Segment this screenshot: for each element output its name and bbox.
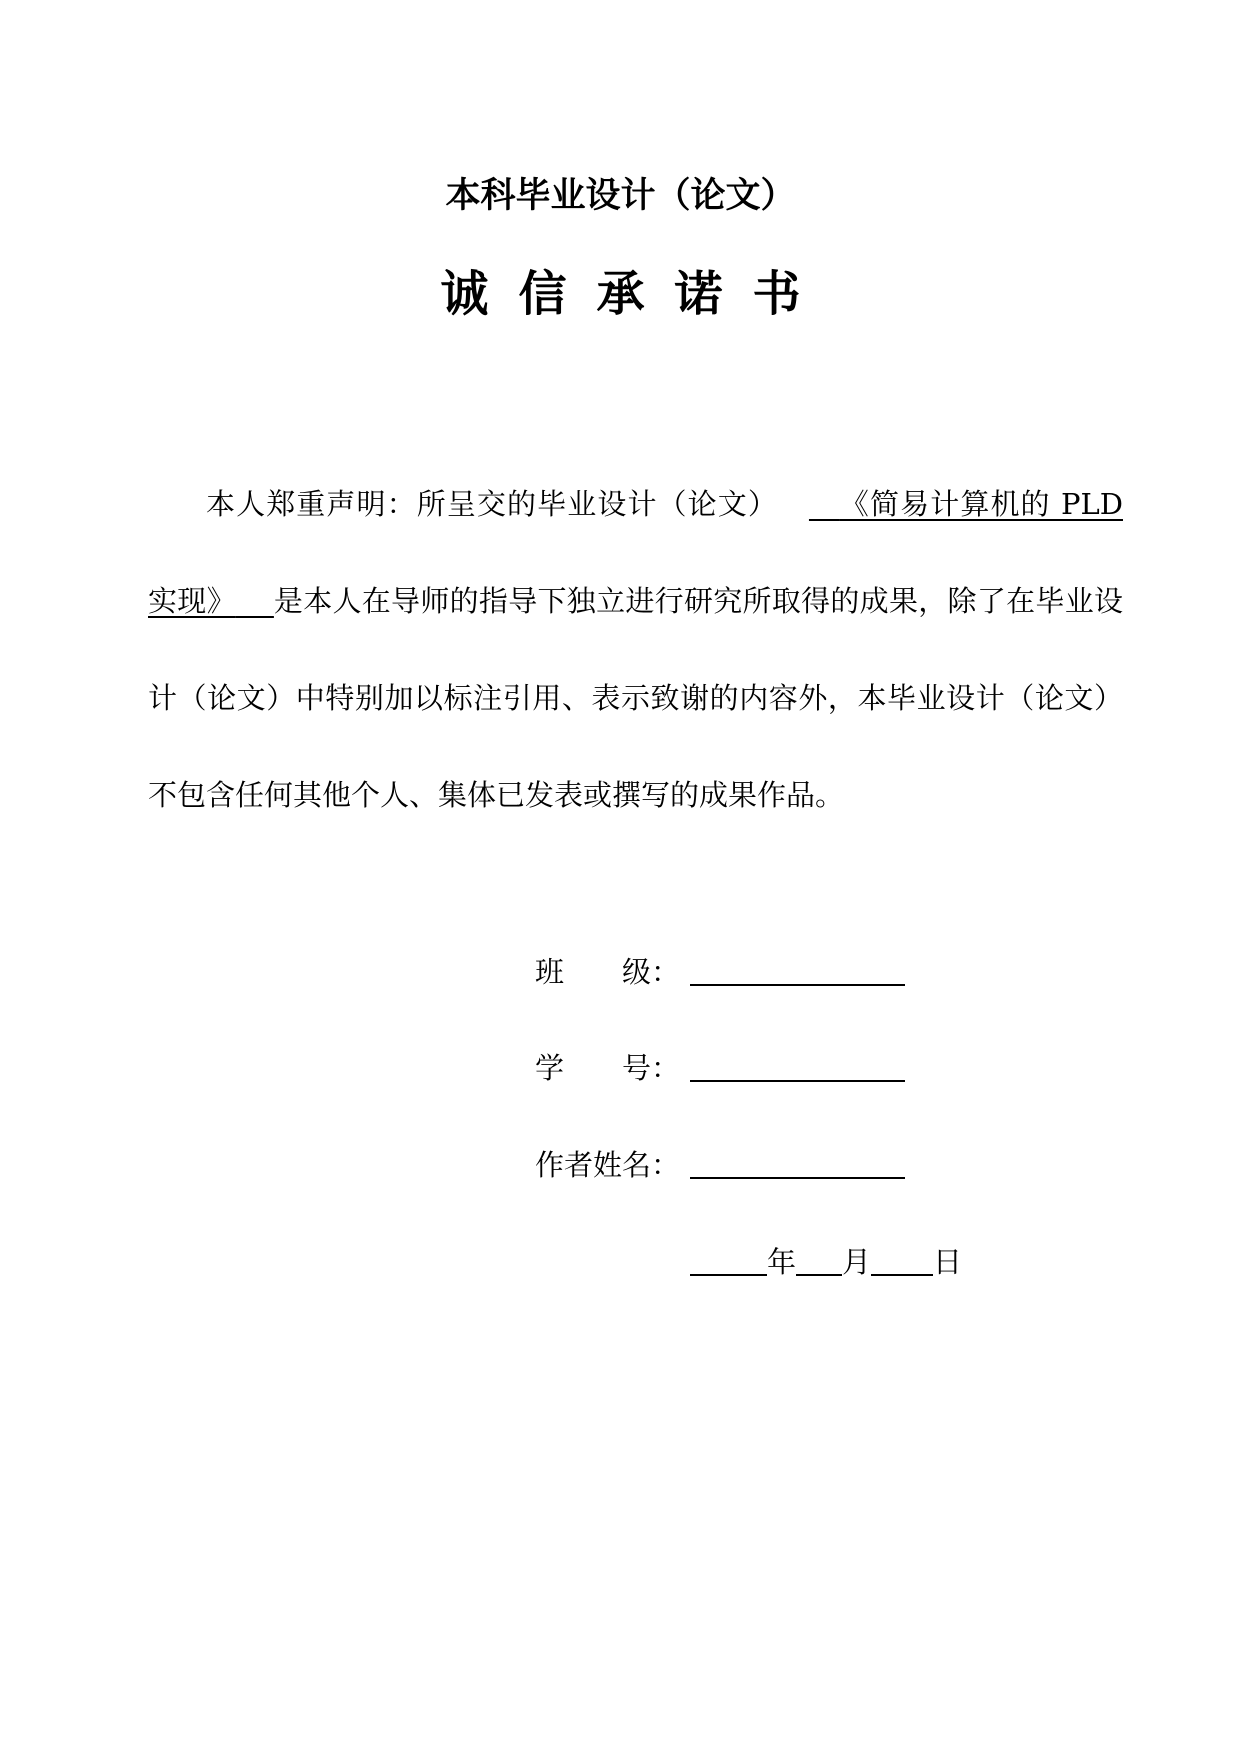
class-row (535, 950, 935, 994)
document-subtitle: 诚信承诺书 (440, 266, 831, 322)
year-label: 年 (767, 1245, 797, 1279)
author-name-row (535, 1143, 935, 1187)
day-label: 日 (933, 1245, 963, 1279)
day-blank[interactable] (871, 1273, 933, 1276)
date-line (690, 1240, 962, 1284)
student-id-label: 学 号： (535, 1051, 681, 1085)
thesis-title: 《简易计算机的 PLD 实现》 (148, 487, 1123, 618)
author-name-label: 作者姓名： (535, 1148, 681, 1182)
year-blank[interactable] (690, 1273, 767, 1276)
document-title: 本科毕业设计（论文） (445, 176, 796, 216)
statement-intro: 本人郑重声明：所呈交的毕业设计（论文） (206, 487, 778, 521)
month-blank[interactable] (796, 1273, 842, 1276)
statement-paragraph (148, 456, 1123, 844)
student-id-row (535, 1046, 935, 1090)
month-label: 月 (842, 1245, 872, 1279)
class-blank[interactable] (690, 984, 905, 986)
student-id-blank[interactable] (690, 1080, 905, 1082)
class-label: 班 级： (535, 955, 681, 989)
statement-body: 是本人在导师的指导下独立进行研究所取得的成果，除了在毕业设计（论文）中特别加以标注引用、表示致谢的内容外，本毕业设计（论文）不包含任何其他个人、集体已发表或撰写的成果作品。 (148, 584, 1123, 812)
author-name-blank[interactable] (690, 1177, 905, 1179)
